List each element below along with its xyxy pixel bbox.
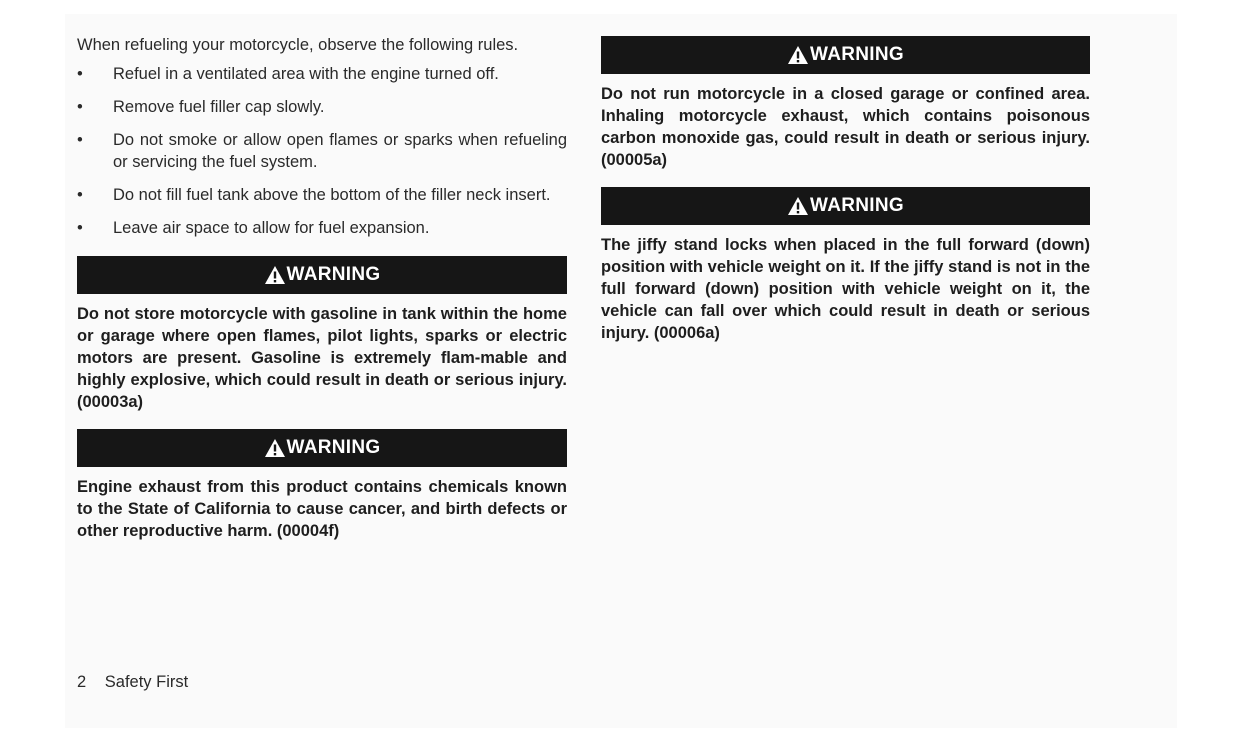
bullet-icon: • — [77, 219, 83, 237]
manual-page — [65, 14, 1177, 728]
warning-label: WARNING — [810, 195, 904, 216]
section-title: Safety First — [104, 673, 189, 691]
rule-item: • Remove fuel filler cap slowly. — [77, 98, 325, 116]
refueling-intro: When refueling your motorcycle, observe the following rules. — [77, 36, 519, 54]
refueling-rules-list — [77, 63, 567, 239]
warning-text: Do not store motorcycle with gasoline in tank within the home or garage where open flames, pilot lights, sparks or electric motors are present. Gasoline is extremely flam-mable and highly explosive, which could result in death or serious injury. (00003a) — [77, 305, 567, 411]
rule-item: • Do not smoke or allow open flames or sparks when refueling or servicing the fuel system. — [77, 131, 567, 171]
warning-header — [77, 256, 567, 294]
warning-block — [601, 36, 1090, 171]
warning-block — [601, 187, 1090, 344]
warning-header — [601, 187, 1090, 225]
warning-text: The jiffy stand locks when placed in the full forward (down) position with vehicle weight on it. If the jiffy stand is not in the full forward (down) position with vehicle weight on it, the vehicle can fall over which could result in death or serious injury. (00006a) — [601, 236, 1090, 342]
warning-label: WARNING — [286, 264, 381, 285]
rule-item: • Refuel in a ventilated area with the engine turned off. — [77, 65, 499, 83]
warning-header — [77, 429, 567, 467]
warning-triangle-icon — [787, 45, 809, 65]
bullet-icon: • — [77, 65, 83, 83]
warning-block — [77, 256, 567, 413]
warning-label: WARNING — [286, 437, 381, 458]
page-number: 2 — [77, 673, 87, 691]
bullet-icon: • — [77, 186, 83, 204]
warning-block — [77, 429, 567, 542]
warning-header — [601, 36, 1090, 74]
page-footer — [77, 673, 188, 692]
right-column — [601, 36, 1090, 360]
rule-item: • Do not fill fuel tank above the bottom of the filler neck insert. — [77, 186, 551, 204]
rule-item: • Leave air space to allow for fuel expansion. — [77, 219, 430, 237]
warning-text: Do not run motorcycle in a closed garage or confined area. Inhaling motorcycle exhaust, which contains poisonous carbon monoxide gas, could result in death or serious injury. (00005a) — [601, 85, 1090, 169]
warning-triangle-icon — [264, 265, 286, 285]
warning-label: WARNING — [810, 44, 904, 65]
bullet-icon: • — [77, 131, 83, 149]
warning-text: Engine exhaust from this product contains chemicals known to the State of California to cause cancer, and birth defects or other reproductive harm. (00004f) — [77, 478, 567, 540]
bullet-icon: • — [77, 98, 83, 116]
warning-triangle-icon — [264, 438, 286, 458]
warning-triangle-icon — [787, 196, 809, 216]
left-column — [77, 34, 567, 558]
